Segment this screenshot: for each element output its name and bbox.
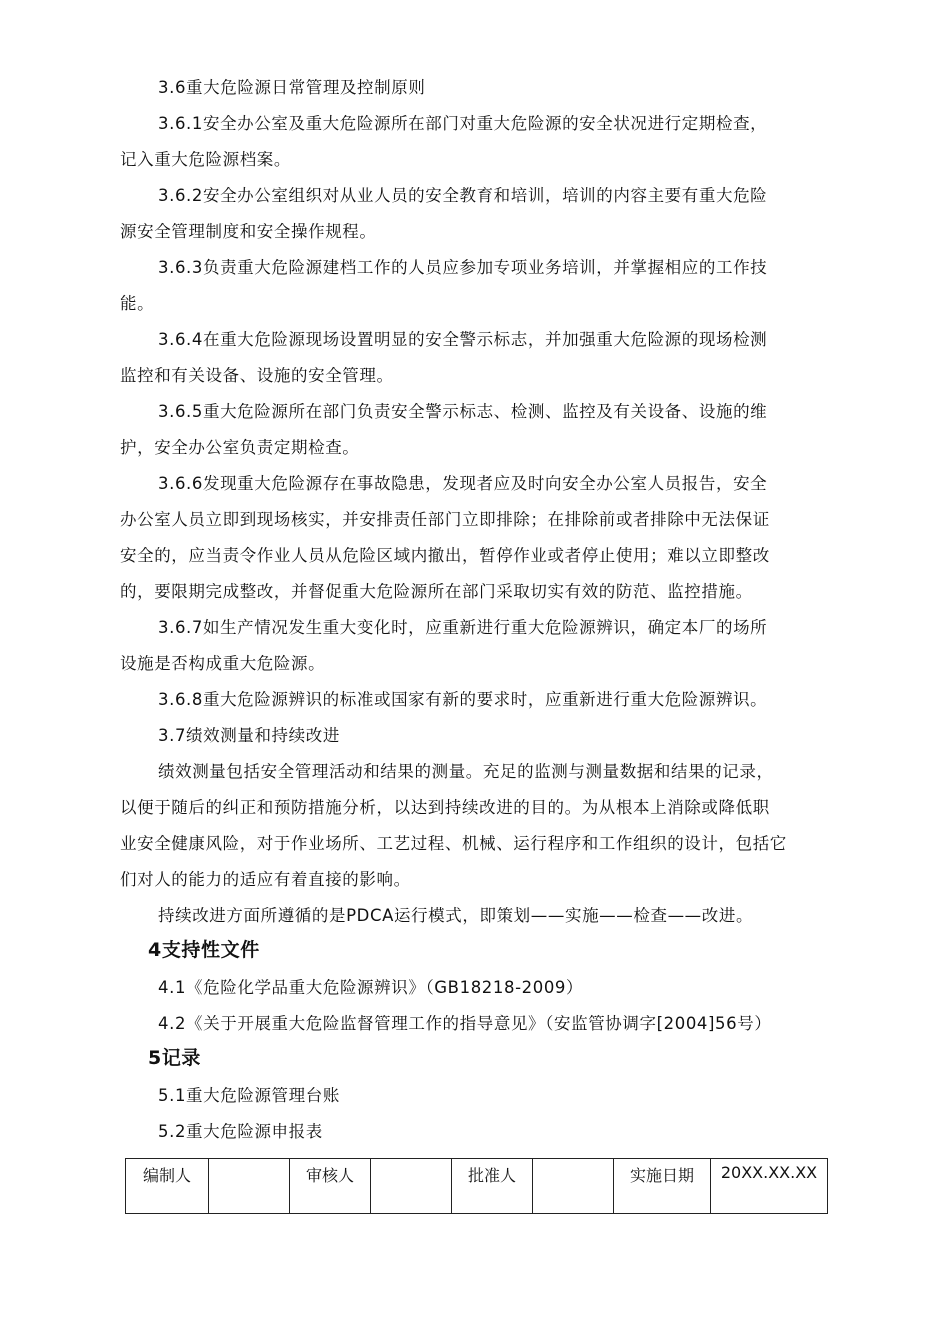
paragraph-line: 监控和有关设备、设施的安全管理。 xyxy=(120,366,394,385)
paragraph-line: 护，安全办公室负责定期检查。 xyxy=(120,438,360,457)
reference-item: 4.2《关于开展重大危险监督管理工作的指导意见》（安监管协调字[2004]56号） xyxy=(158,1014,772,1033)
approved-by-value xyxy=(533,1159,614,1214)
paragraph-line: 3.6.3负责重大危险源建档工作的人员应参加专项业务培训，并掌握相应的工作技 xyxy=(158,258,768,277)
paragraph-line: 办公室人员立即到现场核实，并安排责任部门立即排除；在排除前或者排除中无法保证 xyxy=(120,510,770,529)
approved-by-label: 批准人 xyxy=(452,1159,533,1214)
paragraph-line: 业安全健康风险，对于作业场所、工艺过程、机械、运行程序和工作组织的设计，包括它 xyxy=(120,834,787,853)
paragraph-line: 3.6.7如生产情况发生重大变化时，应重新进行重大危险源辨识，确定本厂的场所 xyxy=(158,618,768,637)
prepared-by-label: 编制人 xyxy=(126,1159,209,1214)
paragraph-line: 们对人的能力的适应有着直接的影响。 xyxy=(120,870,411,889)
reviewed-by-label: 审核人 xyxy=(290,1159,371,1214)
paragraph-line: 持续改进方面所遵循的是PDCA运行模式，即策划——实施——检查——改进。 xyxy=(158,906,754,925)
section-heading-5: 5记录 xyxy=(148,1047,202,1069)
paragraph-line: 绩效测量包括安全管理活动和结果的测量。充足的监测与测量数据和结果的记录， xyxy=(158,762,774,781)
paragraph-line: 能。 xyxy=(120,294,155,313)
paragraph-line: 的，要限期完成整改，并督促重大危险源所在部门采取切实有效的防范、监控措施。 xyxy=(120,582,753,601)
section-heading-3-7: 3.7绩效测量和持续改进 xyxy=(158,726,340,745)
paragraph-line: 3.6.5重大危险源所在部门负责安全警示标志、检测、监控及有关设备、设施的维 xyxy=(158,402,768,421)
paragraph-line: 以便于随后的纠正和预防措施分析，以达到持续改进的目的。为从根本上消除或降低职 xyxy=(120,798,770,817)
paragraph-line: 3.6.8重大危险源辨识的标准或国家有新的要求时，应重新进行重大危险源辨识。 xyxy=(158,690,768,709)
paragraph-line: 设施是否构成重大危险源。 xyxy=(120,654,326,673)
signoff-row xyxy=(126,1159,828,1214)
paragraph-line: 3.6.4在重大危险源现场设置明显的安全警示标志，并加强重大危险源的现场检测 xyxy=(158,330,768,349)
effective-date-label: 实施日期 xyxy=(614,1159,711,1214)
paragraph-line: 安全的，应当责令作业人员从危险区域内撤出，暂停作业或者停止使用；难以立即整改 xyxy=(120,546,770,565)
paragraph-line: 3.6.1安全办公室及重大危险源所在部门对重大危险源的安全状况进行定期检查， xyxy=(158,114,768,133)
record-item: 5.2重大危险源申报表 xyxy=(158,1122,323,1141)
prepared-by-value xyxy=(209,1159,290,1214)
paragraph-line: 源安全管理制度和安全操作规程。 xyxy=(120,222,377,241)
record-item: 5.1重大危险源管理台账 xyxy=(158,1086,340,1105)
section-heading-4: 4支持性文件 xyxy=(148,939,260,961)
paragraph-line: 记入重大危险源档案。 xyxy=(120,150,291,169)
paragraph-line: 3.6.6发现重大危险源存在事故隐患，发现者应及时向安全办公室人员报告，安全 xyxy=(158,474,768,493)
section-heading-3-6: 3.6重大危险源日常管理及控制原则 xyxy=(158,78,426,97)
reviewed-by-value xyxy=(371,1159,452,1214)
paragraph-line: 3.6.2安全办公室组织对从业人员的安全教育和培训，培训的内容主要有重大危险 xyxy=(158,186,768,205)
reference-item: 4.1《危险化学品重大危险源辨识》（GB18218-2009） xyxy=(158,978,584,997)
signoff-table xyxy=(125,1158,828,1214)
effective-date-value: 20XX.XX.XX xyxy=(711,1159,828,1214)
